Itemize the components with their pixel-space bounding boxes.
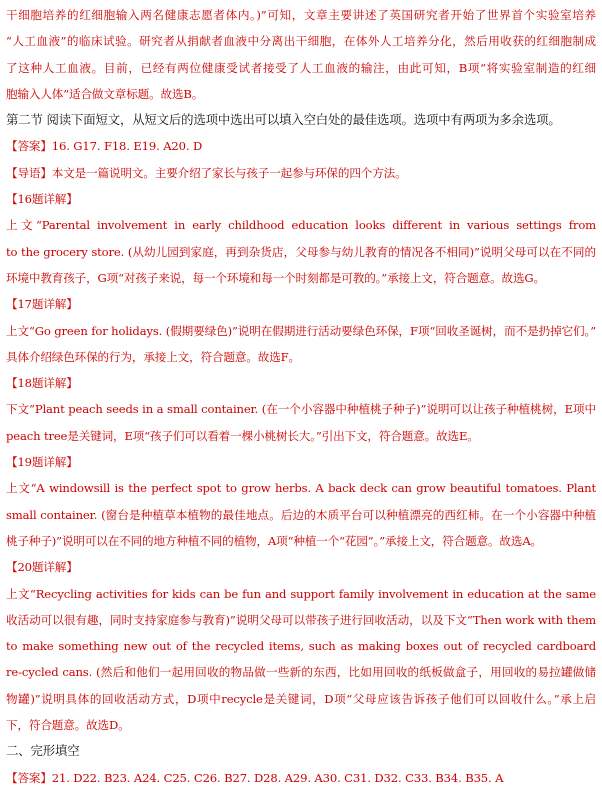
- q16-tag: 【16题详解】: [6, 192, 78, 207]
- text-line: 收活动可以很有趣，同时支持家庭参与教育)”说明父母可以带孩子进行回收活动，以及下文“Then work with them: [6, 612, 596, 627]
- text-line: re-cycled cans. (然后和他们一起用回收的物品做一些新的东西，比如用回收的纸板做盒子，用回收的易拉罐做储: [6, 665, 596, 680]
- text-line: to make something new out of the recycled items, such as making boxes out of recycled cardboard: [6, 639, 596, 654]
- q18-tag: 【18题详解】: [6, 376, 78, 391]
- q19-tag: 【19题详解】: [6, 455, 78, 470]
- text-line: to the grocery store. (从幼儿园到家庭，再到杂货店，父母参与幼儿教育的情况各不相同)”说明父母可以在不同的: [6, 244, 596, 259]
- guide-tag: 【导语】: [6, 165, 52, 180]
- text-line: 下，符合题意。故选D。: [6, 718, 130, 733]
- q20-explanation: [6, 554, 596, 738]
- answer-text: 21. D22. B23. A24. C25. C26. B27. D28. A29. A30. C31. D32. C33. B34. B35. A: [51, 770, 504, 785]
- text-line: 干细胞培养的红细胞输入两名健康志愿者体内。)”可知，文章主要讲述了英国研究者开始了世界首个实验室培养: [6, 8, 596, 22]
- q16-explanation: [6, 186, 596, 291]
- q17-tag: 【17题详解】: [6, 297, 78, 312]
- part-two-answer: [6, 765, 596, 791]
- q18-explanation: [6, 370, 596, 449]
- text-line: 上文“Parental involvement in early childhood education looks different in various settings from: [6, 218, 596, 233]
- q19-explanation: [6, 449, 596, 554]
- text-line: 上文“Go green for holidays. (假期要绿色)”说明在假期进行活动要绿色环保，F项“回收圣诞树，而不是扔掉它们。”: [6, 323, 596, 338]
- section-two-answer: [6, 133, 596, 159]
- guide-text: 本文是一篇说明文。主要介绍了家长与孩子一起参与环保的四个方法。: [51, 165, 407, 180]
- text-line: peach tree是关键词，E项“孩子们可以看着一棵小桃树长大。”引出下文，符合题意。故选E。: [6, 428, 479, 443]
- answer-tag: 【答案】: [6, 770, 52, 785]
- text-line: 上文“A windowsill is the perfect spot to grow herbs. A back deck can grow beautiful tomatoes. Plant: [6, 481, 596, 496]
- section-two-heading: 第二节 阅读下面短文，从短文后的选项中选出可以填入空白处的最佳选项。选项中有两项为多余选项。: [6, 112, 561, 128]
- text-line: 具体介绍绿色环保的行为，承接上文，符合题意。故选F。: [6, 349, 300, 364]
- text-line: 上文“Recycling activities for kids can be fun and support family involvement in education at the same: [6, 586, 596, 601]
- q20-tag: 【20题详解】: [6, 560, 78, 575]
- text-line: 胞输入人体”适合做文章标题。故选B。: [6, 86, 204, 101]
- text-line: 环境中教育孩子，G项“对孩子来说，每一个环境和每一个时刻都是可教的。”承接上文，符合题意。故选G。: [6, 270, 545, 285]
- text-line: 桃子种子)”说明可以在不同的地方种植不同的植物，A项“种植一个“花园”。”承接上文，符合题意。故选A。: [6, 533, 542, 548]
- text-line: 了这种人工血液。目前，已经有两位健康受试者接受了人工血液的输注，由此可知，B项“将实验室制造的红细: [6, 60, 596, 75]
- answer-text: 16. G17. F18. E19. A20. D: [51, 139, 203, 154]
- text-line: 物罐)”说明具体的回收活动方式，D项中recycle是关键词，D项“父母应该告诉孩子他们可以回收什么。”承上启: [6, 691, 596, 706]
- text-line: 下文“Plant peach seeds in a small container. (在一个小容器中种植桃子种子)”说明可以让孩子种植桃树，E项中: [6, 402, 596, 417]
- document-page: [6, 2, 596, 791]
- text-line: “人工血液”的临床试验。研究者从捐献者血液中分离出干细胞，在体外人工培养分化，然后用收获的红细胞制成: [6, 34, 596, 49]
- section-two-guide: [6, 160, 596, 186]
- text-line: small container. (窗台是种植草本植物的最佳地点。后边的木质平台可以种植漂亮的西红柿。在一个小容器中种植: [6, 507, 596, 522]
- answer-tag: 【答案】: [6, 139, 52, 154]
- q17-explanation: [6, 291, 596, 370]
- previous-explanation-tail: [6, 2, 596, 107]
- part-two-heading: 二、完形填空: [6, 743, 80, 759]
